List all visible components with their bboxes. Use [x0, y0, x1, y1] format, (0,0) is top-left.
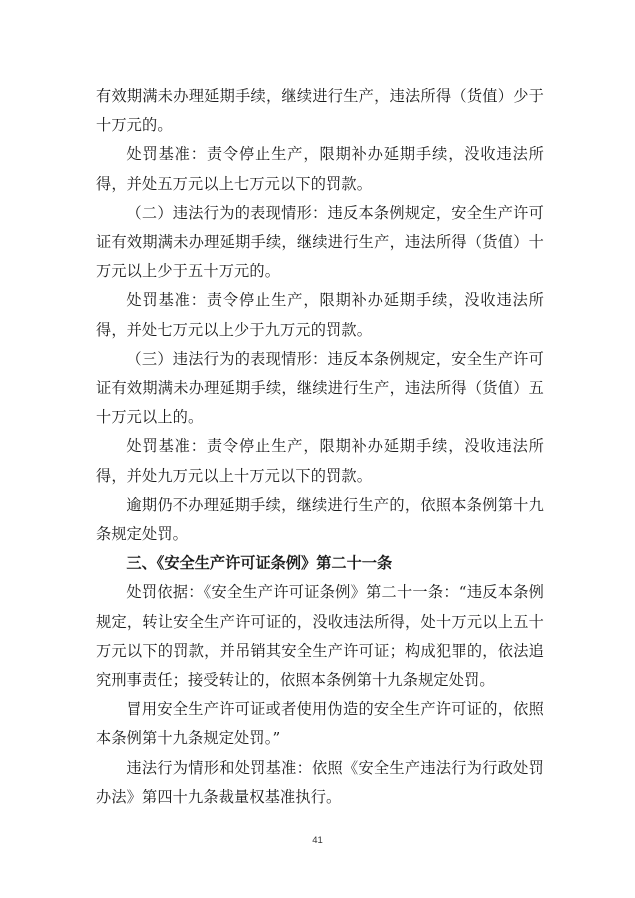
document-body — [96, 82, 544, 812]
section-heading: 三、《安全生产许可证条例》第二十一条 — [126, 554, 393, 573]
paragraph-forgery-rule: 冒用安全生产许可证或者使用伪造的安全生产许可证的，依照本条例第十九条规定处罚。” — [96, 700, 544, 748]
paragraph-penalty-standard-2: 处罚基准：责令停止生产，限期补办延期手续，没收违法所得，并处七万元以上少于九万元的罚款。 — [96, 291, 544, 339]
paragraph-discretion-standard: 违法行为情形和处罚基准：依照《安全生产违法行为行政处罚办法》第四十九条裁量权基准执行。 — [96, 758, 544, 806]
paragraph-violation-case-2: （二）违法行为的表现情形：违反本条例规定，安全生产许可证有效期满未办理延期手续，继续进行生产，违法所得（货值）十万元以上少于五十万元的。 — [96, 203, 544, 281]
paragraph-penalty-standard-3: 处罚基准：责令停止生产，限期补办延期手续，没收违法所得，并处九万元以上十万元以下的罚款。 — [96, 437, 544, 485]
paragraph-penalty-standard-1: 处罚基准：责令停止生产，限期补办延期手续，没收违法所得，并处五万元以上七万元以下的罚款。 — [96, 145, 544, 193]
paragraph-overdue-rule: 逾期仍不办理延期手续，继续进行生产的，依照本条例第十九条规定处罚。 — [96, 495, 544, 544]
paragraph-legal-basis: 处罚依据：《安全生产许可证条例》第二十一条：“违反本条例规定，转让安全生产许可证的，没收违法所得，处十万元以上五十万元以下的罚款，并吊销其安全生产许可证；构成犯罪的，依法追究刑事责任；接受转让的，依照本条例第十九条规定处罚。 — [96, 583, 544, 690]
paragraph-continuation: 有效期满未办理延期手续，继续进行生产，违法所得（货值）少于十万元的。 — [96, 87, 544, 135]
paragraph-violation-case-3: （三）违法行为的表现情形：违反本条例规定，安全生产许可证有效期满未办理延期手续，继续进行生产，违法所得（货值）五十万元以上的。 — [96, 349, 544, 427]
page-number: 41 — [312, 835, 323, 846]
